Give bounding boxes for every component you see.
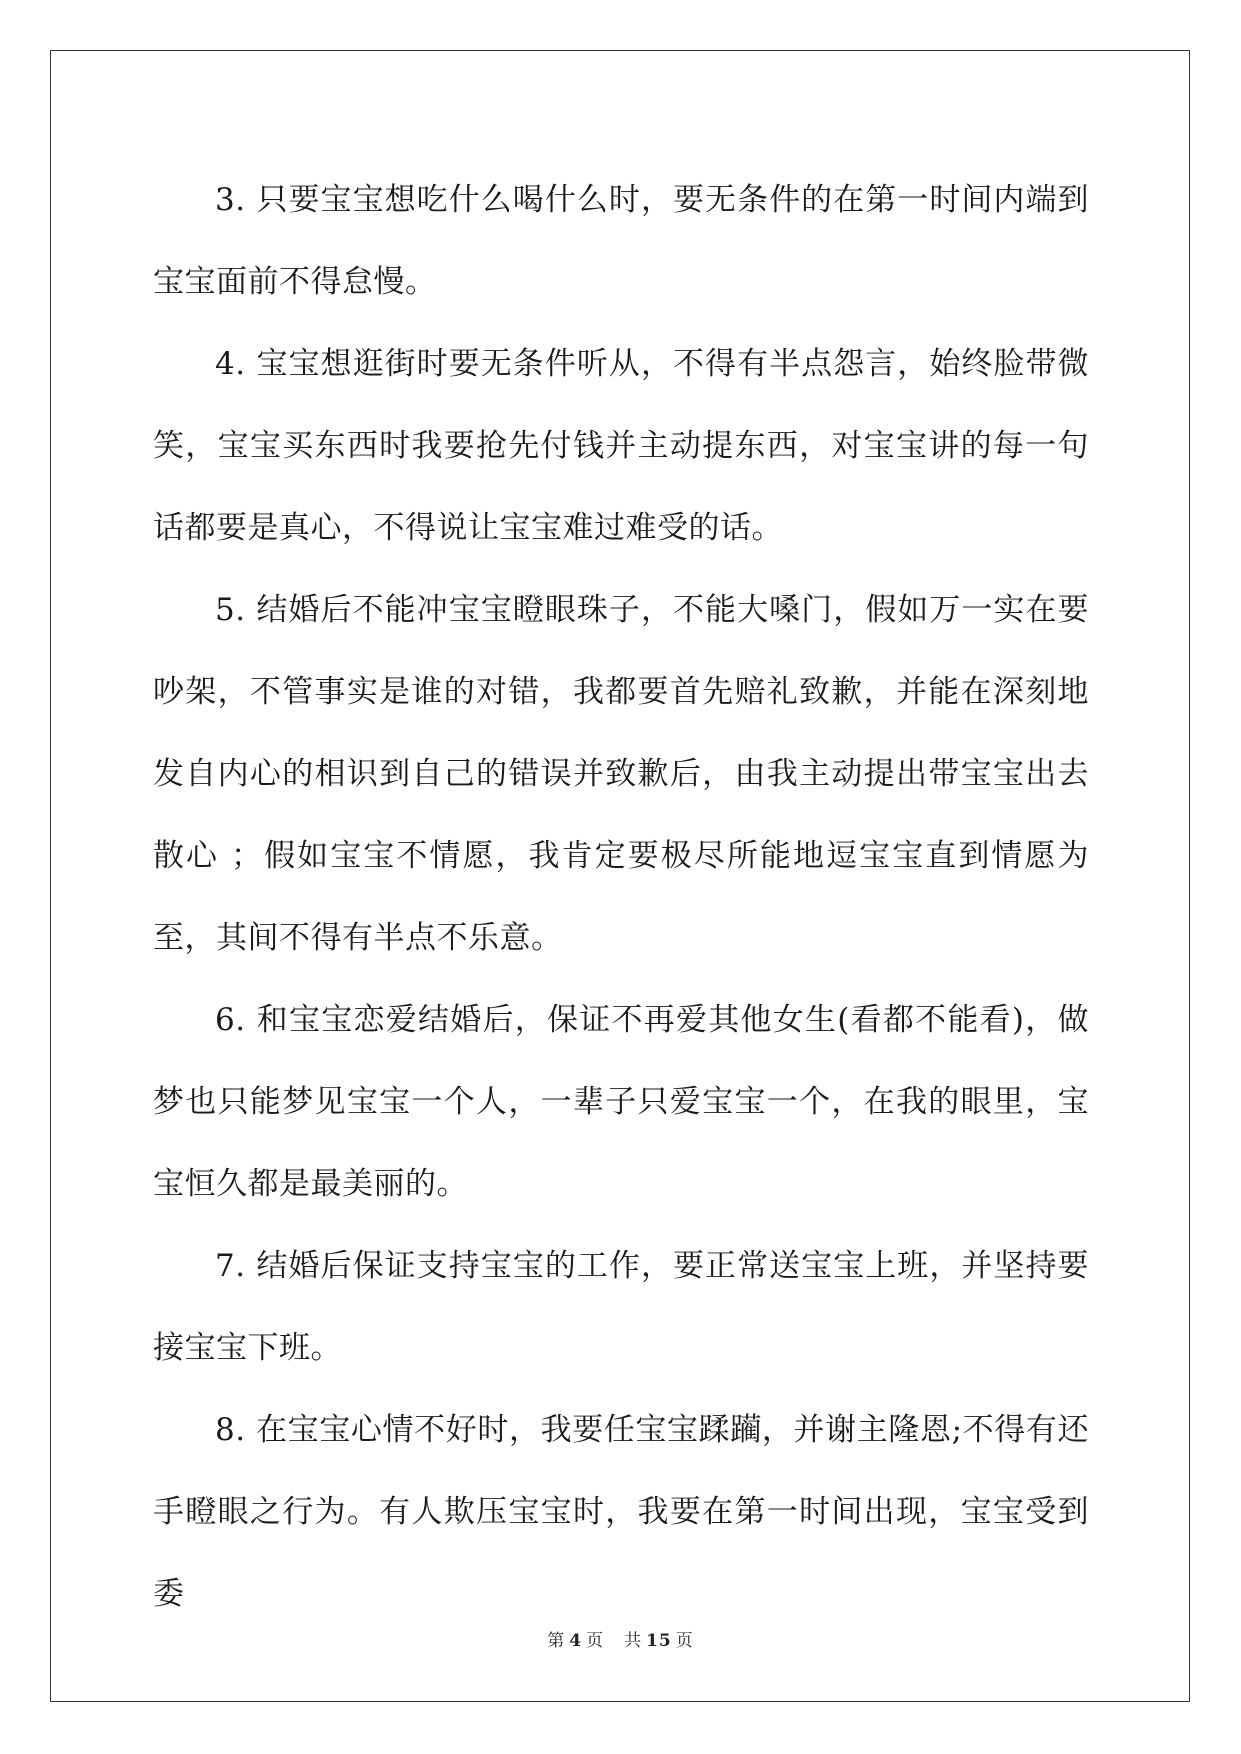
paragraph-item-4: 4. 宝宝想逛街时要无条件听从，不得有半点怨言，始终脸带微笑，宝宝买东西时我要抢先付钱并主动提东西，对宝宝讲的每一句话都要是真心，不得说让宝宝难过难受的话。 (153, 346, 1089, 546)
paragraph-item-5: 5. 结婚后不能冲宝宝瞪眼珠子，不能大嗓门，假如万一实在要吵架，不管事实是谁的对错，我都要首先赔礼致歉，并能在深刻地发自内心的相识到自己的错误并致歉后，由我主动提出带宝宝出去散心 ；假如宝宝不情愿，我肯定要极尽所能地逗宝宝直到情愿为至，其间不得有半点不乐意。 (153, 592, 1089, 956)
paragraph-item-7: 7. 结婚后保证支持宝宝的工作，要正常送宝宝上班，并坚持要接宝宝下班。 (153, 1248, 1089, 1366)
page-footer (0, 1626, 1241, 1651)
total-prefix: 共 (624, 1631, 643, 1651)
page-number: 4 (569, 1631, 583, 1651)
total-pages: 15 (646, 1631, 672, 1651)
paragraph-item-3: 3. 只要宝宝想吃什么喝什么时，要无条件的在第一时间内端到宝宝面前不得怠慢。 (153, 182, 1089, 300)
paragraph-item-8: 8. 在宝宝心情不好时，我要任宝宝蹂躏，并谢主隆恩;不得有还手瞪眼之行为。有人欺压宝宝时，我要在第一时间出现，宝宝受到委 (153, 1412, 1089, 1612)
page-suffix: 页 (586, 1631, 605, 1651)
paragraph-item-6: 6. 和宝宝恋爱结婚后，保证不再爱其他女生(看都不能看)，做梦也只能梦见宝宝一个人，一辈子只爱宝宝一个，在我的眼里，宝宝恒久都是最美丽的。 (153, 1002, 1089, 1202)
total-suffix: 页 (675, 1631, 694, 1651)
document-body (153, 159, 1089, 1635)
page-prefix: 第 (547, 1631, 566, 1651)
